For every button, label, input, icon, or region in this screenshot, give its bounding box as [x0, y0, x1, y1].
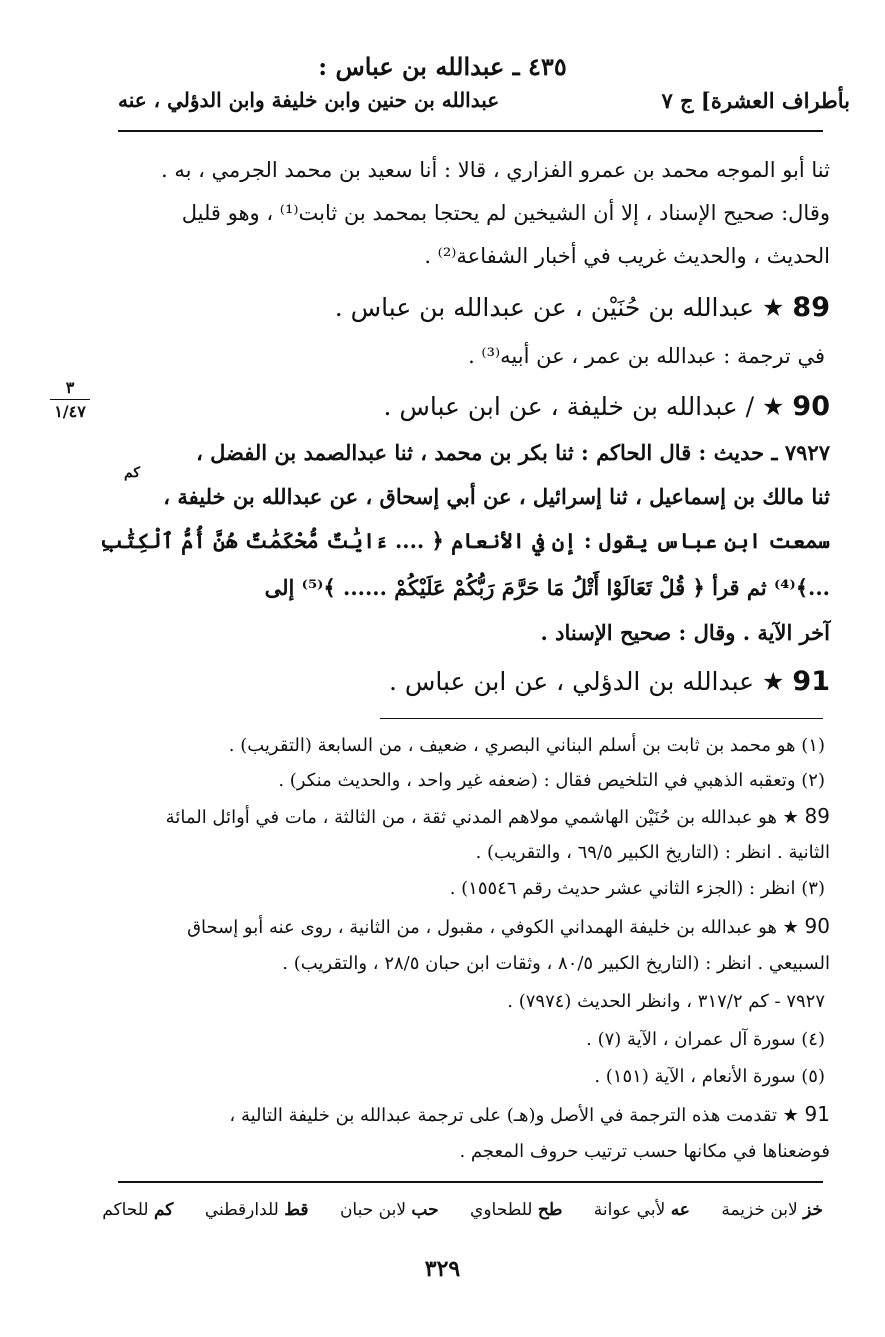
abbreviation-name: لابن حبان	[339, 1200, 407, 1220]
footnote-text: ★ هو عبدالله بن حُنَيْن الهاشمي مولاهم المدني ثقة ، من الثالثة ، مات في أوائل المائة	[165, 807, 799, 828]
hadith-line: ...﴾⁽⁴⁾ ثم قرأ ﴿ قُلْ تَعَالَوْا أَتْلُ مَا حَرَّمَ رَبُّكُمْ عَلَيْكُمْ ...... ﴾⁽⁵⁾ إلى	[264, 575, 830, 600]
abbreviation-divider	[118, 1181, 823, 1183]
footnote: (١) هو محمد بن ثابت بن أسلم البناني البصري ، ضعيف ، من السابعة (التقريب) .	[228, 735, 825, 756]
abbreviation-name: للحاكم	[102, 1200, 149, 1220]
footnote-entry-91	[229, 1102, 830, 1126]
hadith-source-mark: كم	[124, 465, 140, 481]
abbreviation-name: للدارقطني	[204, 1200, 279, 1220]
fraction-bar	[50, 399, 90, 400]
abbreviation-item	[470, 1200, 562, 1220]
entry-heading: عبدالله بن حُنَيْن ، عن عبدالله بن عباس .	[334, 293, 755, 322]
footnote: السبيعي . انظر : (التاريخ الكبير ٨٠/٥ ، وثقات ابن حبان ٢٨/٥ ، والتقريب) .	[282, 953, 830, 974]
abbreviation-item	[102, 1200, 173, 1220]
footnote-divider	[380, 718, 823, 719]
star-icon: ★	[762, 293, 785, 322]
footnote: الثانية . انظر : (التاريخ الكبير ٦٩/٥ ، والتقريب) .	[475, 842, 830, 863]
margin-page-reference	[44, 378, 96, 421]
entry-89	[335, 292, 830, 323]
abbreviation-item	[340, 1200, 439, 1220]
page-number: ٣٢٩	[424, 1256, 461, 1282]
abbreviation-code: طح	[537, 1200, 563, 1220]
footnote: (٣) انظر : (الجزء الثاني عشر حديث رقم ١٥٥٤٦) .	[449, 878, 825, 899]
abbreviation-code: حب	[411, 1200, 439, 1220]
abbreviation-code: قط	[284, 1200, 309, 1220]
header-title: ٤٣٥ ـ عبدالله بن عباس :	[318, 52, 567, 81]
text-line: ثنا أبو الموجه محمد بن عمرو الفزاري ، قالا : أنا سعيد بن محمد الجرمي ، به .	[160, 158, 830, 182]
footnote-text: ★ تقدمت هذه الترجمة في الأصل و(هـ) على ترجمة عبدالله بن خليفة التالية ،	[229, 1105, 799, 1126]
footnote: (٤) سورة آل عمران ، الآية (٧) .	[586, 1029, 825, 1050]
abbreviation-name: لأبي عوانة	[593, 1200, 666, 1220]
header-book-volume: بأطراف العشرة] ج ٧	[661, 88, 850, 113]
footnote: (٢) وتعقبه الذهبي في التلخيص فقال : (ضعفه غير واحد ، والحديث منكر) .	[278, 770, 825, 791]
abbreviation-name: للطحاوي	[470, 1200, 533, 1220]
text-line: في ترجمة : عبدالله بن عمر ، عن أبيه⁽³⁾ .	[468, 344, 825, 368]
star-icon: ★	[762, 392, 785, 421]
abbreviation-code: خز	[803, 1200, 823, 1220]
footnote-entry-90	[187, 914, 830, 938]
abbreviation-code: عه	[670, 1200, 690, 1220]
abbreviation-code: كم	[153, 1200, 174, 1220]
footnote: ٧٩٢٧ - كم ٣١٧/٢ ، وانظر الحديث (٧٩٧٤) .	[507, 991, 825, 1012]
footnote-number: 90	[804, 914, 830, 938]
abbreviation-legend	[76, 1200, 823, 1220]
entry-heading: عبدالله بن الدؤلي ، عن ابن عباس .	[388, 667, 755, 696]
star-icon: ★	[762, 667, 785, 696]
header-divider	[118, 130, 823, 132]
abbreviation-name: لابن خزيمة	[721, 1200, 798, 1220]
margin-reference-top: ٣	[65, 378, 75, 397]
text-line: الحديث ، والحديث غريب في أخبار الشفاعة⁽²⁾ .	[424, 244, 830, 268]
header-subtitle: عبدالله بن حنين وابن خليفة وابن الدؤلي ، عنه	[118, 88, 500, 112]
hadith-line: آخر الآية . وقال : صحيح الإسناد .	[540, 620, 830, 645]
footnote-text: ★ هو عبدالله بن خليفة الهمداني الكوفي ، مقبول ، من الثانية ، روى عنه أبو إسحاق	[187, 917, 799, 938]
entry-heading: / عبدالله بن خليفة ، عن ابن عباس .	[383, 392, 755, 421]
hadith-line: سمعت ابن عباس يقول : إن في الأنعام ﴿ .... ءَايَٰتٌ مُّحْكَمَٰتٌ هُنَّ أُمُّ ٱلْكِتَٰبِ	[100, 528, 830, 553]
entry-90	[383, 391, 830, 422]
text-line: وقال: صحيح الإسناد ، إلا أن الشيخين لم يحتجا بمحمد بن ثابت⁽¹⁾ ، وهو قليل	[181, 201, 830, 225]
footnote-number: 91	[804, 1102, 830, 1126]
footnote-entry-89	[166, 804, 830, 828]
entry-number: 89	[792, 292, 830, 323]
abbreviation-item	[594, 1200, 690, 1220]
entry-number: 91	[792, 666, 830, 697]
footnote: فوضعناها في مكانها حسب ترتيب حروف المعجم .	[459, 1141, 830, 1162]
abbreviation-item	[205, 1200, 309, 1220]
entry-number: 90	[792, 391, 830, 422]
entry-91	[389, 666, 830, 697]
hadith-line: ٧٩٢٧ ـ حديث : قال الحاكم : ثنا بكر بن محمد ، ثنا عبدالصمد بن الفضل ،	[196, 440, 830, 465]
footnote: (٥) سورة الأنعام ، الآية (١٥١) .	[594, 1066, 825, 1087]
footnote-number: 89	[804, 804, 830, 828]
hadith-line: ثنا مالك بن إسماعيل ، ثنا إسرائيل ، عن أبي إسحاق ، عن عبدالله بن خليفة ،	[163, 484, 830, 509]
margin-reference-bottom: ١/٤٧	[54, 402, 86, 421]
abbreviation-item	[721, 1200, 823, 1220]
